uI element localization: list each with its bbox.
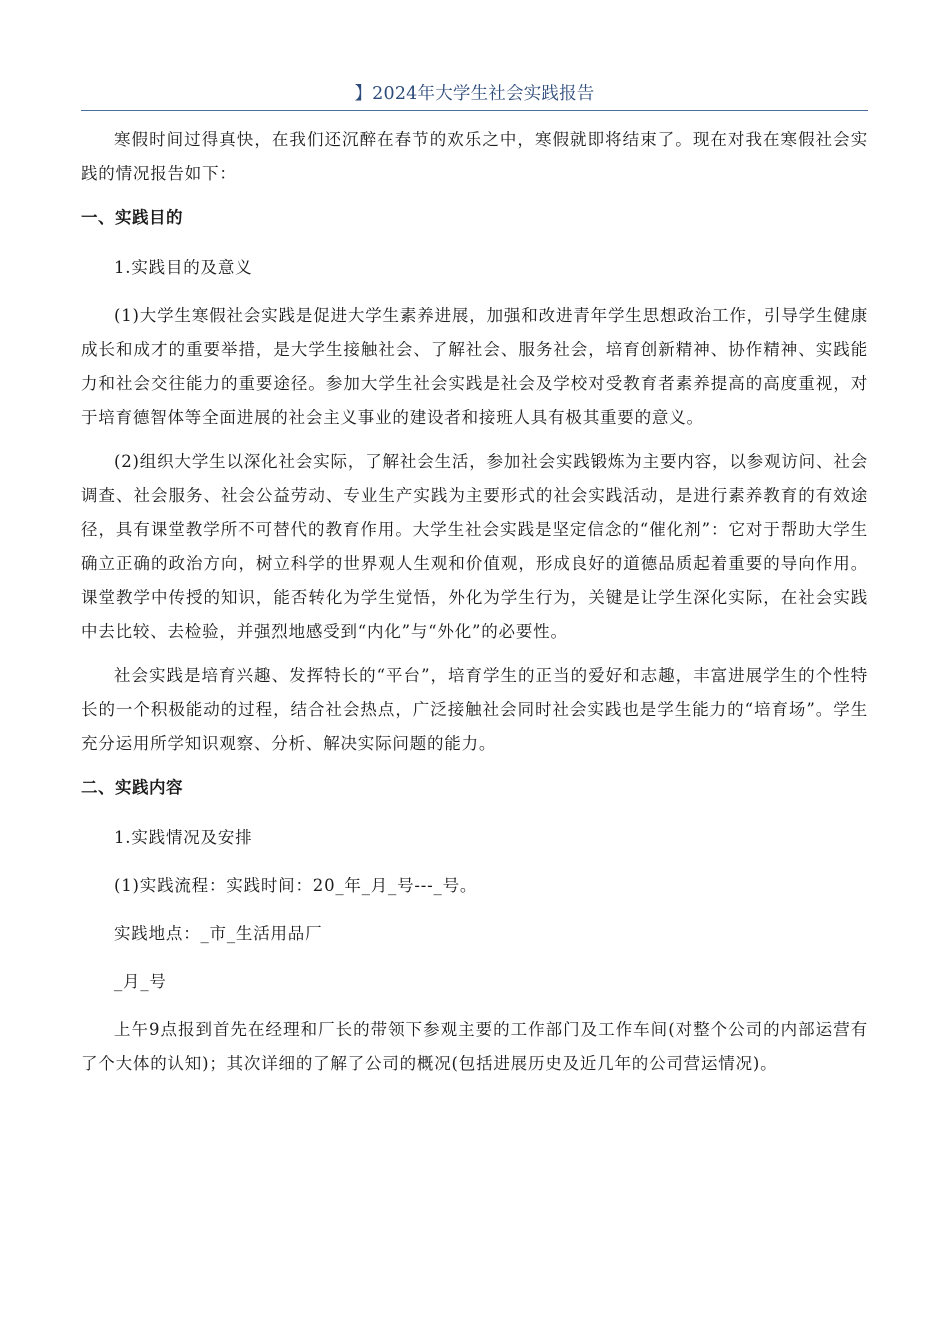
paragraph-purpose-3: 社会实践是培育兴趣、发挥特长的“平台”，培育学生的正当的爱好和志趣，丰富进展学生的个性特长的一个积极能动的过程，结合社会热点，广泛接触社会同时社会实践也是学生能力的“培育场”。学生充分运用所学知识观察、分析、解决实际问题的能力。 — [81, 666, 868, 753]
practice-date-line: _月_号 — [114, 972, 167, 991]
practice-flow-line: (1)实践流程：实践时间：20_年_月_号---_号。 — [114, 876, 478, 895]
paragraph-purpose-1: (1)大学生寒假社会实践是促进大学生素养进展，加强和改进青年学生思想政治工作，引导学生健康成长和成才的重要举措，是大学生接触社会、了解社会、服务社会，培育创新精神、协作精神、实践能力和社会交往能力的重要途径。参加大学生社会实践是社会及学校对受教育者素养提高的高度重视，对于培育德智体等全面进展的社会主义事业的建设者和接班人具有极其重要的意义。 — [81, 306, 868, 427]
page-header — [81, 80, 868, 111]
paragraph-day-one: 上午9点报到首先在经理和厂长的带领下参观主要的工作部门及工作车间(对整个公司的内部运营有了个大体的认知)；其次详细的了解了公司的概况(包括进展历史及近几年的公司营运情况)。 — [81, 1020, 868, 1073]
subheading-arrangement: 1.实践情况及安排 — [114, 828, 253, 847]
document-body — [81, 123, 868, 1091]
section-heading-purpose: 一、实践目的 — [81, 208, 183, 227]
intro-paragraph: 寒假时间过得真快，在我们还沉醉在春节的欢乐之中，寒假就即将结束了。现在对我在寒假社会实践的情况报告如下： — [81, 130, 868, 183]
subheading-purpose-meaning: 1.实践目的及意义 — [114, 258, 253, 277]
practice-location-line: 实践地点：_市_生活用品厂 — [114, 924, 323, 943]
section-heading-content: 二、实践内容 — [81, 778, 183, 797]
document-title: 】2024年大学生社会实践报告 — [354, 84, 595, 104]
paragraph-purpose-2: (2)组织大学生以深化社会实际，了解社会生活，参加社会实践锻炼为主要内容，以参观访问、社会调查、社会服务、社会公益劳动、专业生产实践为主要形式的社会实践活动，是进行素养教育的有效途径，具有课堂教学所不可替代的教育作用。大学生社会实践是坚定信念的“催化剂”：它对于帮助大学生确立正确的政治方向，树立科学的世界观人生观和价值观，形成良好的道德品质起着重要的导向作用。课堂教学中传授的知识，能否转化为学生觉悟，外化为学生行为，关键是让学生深化实际，在社会实践中去比较、去检验，并强烈地感受到“内化”与“外化”的必要性。 — [81, 452, 868, 641]
